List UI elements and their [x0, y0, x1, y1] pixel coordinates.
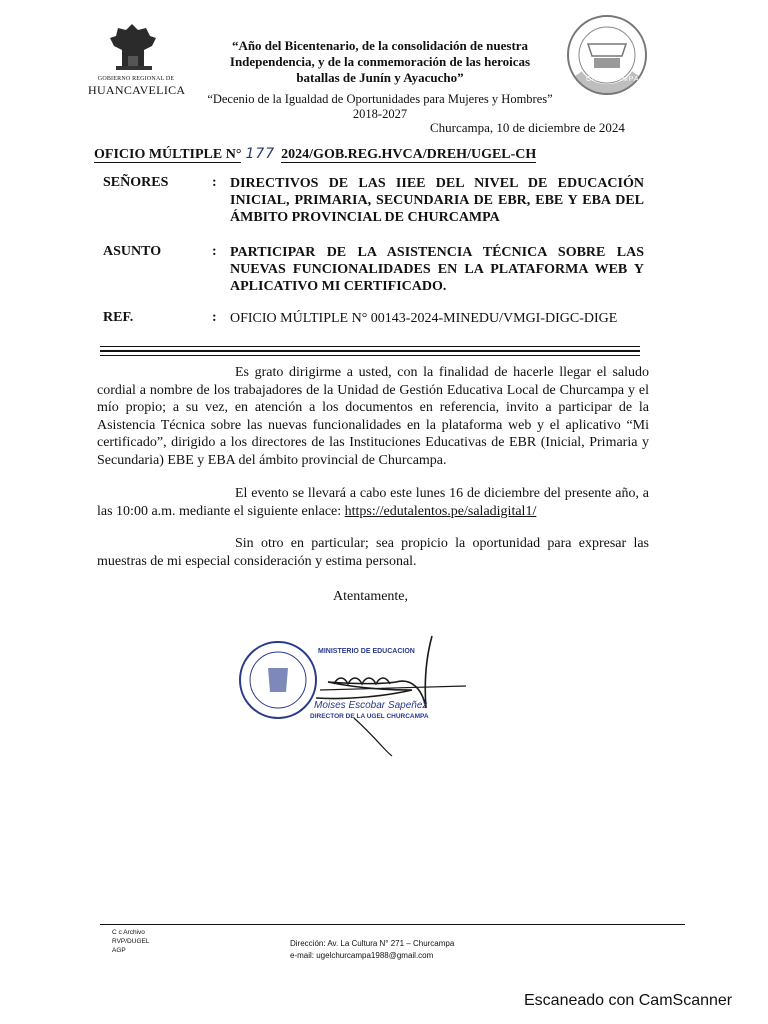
ref-text: OFICIO MÚLTIPLE N° 00143-2024-MINEDU/VMGI-DIGC-DIGE [230, 311, 618, 326]
senores-label: SEÑORES [103, 175, 169, 190]
asunto-label: ASUNTO [103, 244, 162, 259]
ref-label: REF. [103, 310, 134, 325]
separator-rule [100, 351, 640, 356]
decenio-motto [180, 92, 580, 122]
logo-caption: GOBIERNO REGIONAL DE [97, 76, 175, 82]
closing-salutation: Atentamente, [333, 589, 409, 604]
ugel-seal [566, 14, 648, 96]
signer-name: Moises Escobar Sapeñez [314, 700, 428, 711]
footer-address: Dirección: Av. La Cultura N° 271 – Churcampa [290, 939, 455, 948]
oficio-handwritten-number: 177 [245, 146, 276, 162]
signature-block [236, 618, 476, 758]
year-motto [190, 38, 570, 86]
seal-caption: CHURCAMPA [586, 76, 640, 83]
year-motto-line: “Año del Bicentenario, de la consolidación de nuestra [231, 38, 529, 53]
footer-email: e-mail: ugelchurcampa1988@gmail.com [290, 951, 434, 960]
stamp-seal-icon [236, 618, 476, 758]
body-paragraph-3: Sin otro en particular; sea propicio la oportunidad para expresar las muestras de mi especial consideración y estima personal. [97, 536, 649, 569]
senores-text: DIRECTIVOS DE LAS IIEE DEL NIVEL DE EDUCACIÓN INICIAL, PRIMARIA, SECUNDARIA DE EBR, EBE Y EBA DEL ÁMBITO PROVINCIAL DE CHURCAMPA [230, 176, 644, 225]
decenio-years: 2018-2027 [352, 107, 408, 121]
body-paragraph-1: Es grato dirigirme a usted, con la finalidad de hacerle llegar el saludo cordial a nombre de los trabajadores de la Unidad de Gestión Educativa Local de Churcampa y el mío propio; a su vez, en atención a los documentos en referencia, invito a participar de la Asistencia Técnica sobre las nuevas funcionalidades en la plataforma web y el aplicativo “Mi certificado”, dirigido a los directores de las Instituciones Educativas de EBR (Inicial, Primaria y Secundaria) EBE y EBA del ámbito provincial de Churcampa. [97, 365, 649, 468]
seal-icon [566, 14, 648, 96]
asunto-colon: : [212, 244, 217, 259]
copy-line: AGP [112, 947, 126, 954]
oficio-suffix: 2024/GOB.REG.HVCA/DREH/UGEL-CH [281, 147, 537, 162]
regional-government-logo [88, 22, 184, 96]
year-motto-line: batallas de Junín y Ayacucho” [296, 70, 464, 85]
tree-emblem-icon [88, 22, 184, 76]
copy-line: C c Archivo [112, 929, 145, 936]
decenio-line: “Decenio de la Igualdad de Oportunidades para Mujeres y Hombres” [207, 92, 553, 106]
meeting-link[interactable]: https://edutalentos.pe/saladigital1/ [344, 503, 537, 519]
signer-title: DIRECTOR DE LA UGEL CHURCAMPA [310, 713, 429, 720]
footer-divider [100, 924, 685, 925]
ref-colon: : [212, 310, 217, 325]
stamp-ministry-text: MINISTERIO DE EDUCACION [318, 648, 415, 655]
oficio-prefix: OFICIO MÚLTIPLE N° [94, 147, 242, 162]
copy-line: RVP/DUGEL [112, 938, 150, 945]
contact-info [290, 938, 454, 962]
event-text: El evento se llevará a cabo este lunes 16 de diciembre del presente año, a las 10:00 a.m. mediante el siguiente enlace: [97, 486, 649, 519]
year-motto-line: Independencia, y de la conmemoración de las heroicas [229, 54, 531, 69]
oficio-number-line [94, 146, 536, 163]
copy-list [112, 928, 149, 955]
logo-region: HUANCAVELICA [88, 83, 186, 97]
asunto-text: PARTICIPAR DE LA ASISTENCIA TÉCNICA SOBRE LAS NUEVAS FUNCIONALIDADES EN LA PLATAFORMA WEB Y APLICATIVO MI CERTIFICADO. [230, 245, 644, 294]
body-paragraph-2 [97, 485, 649, 520]
senores-colon: : [212, 175, 217, 190]
scanner-watermark: Escaneado con CamScanner [524, 992, 733, 1009]
document-date: Churcampa, 10 de diciembre de 2024 [430, 120, 625, 135]
